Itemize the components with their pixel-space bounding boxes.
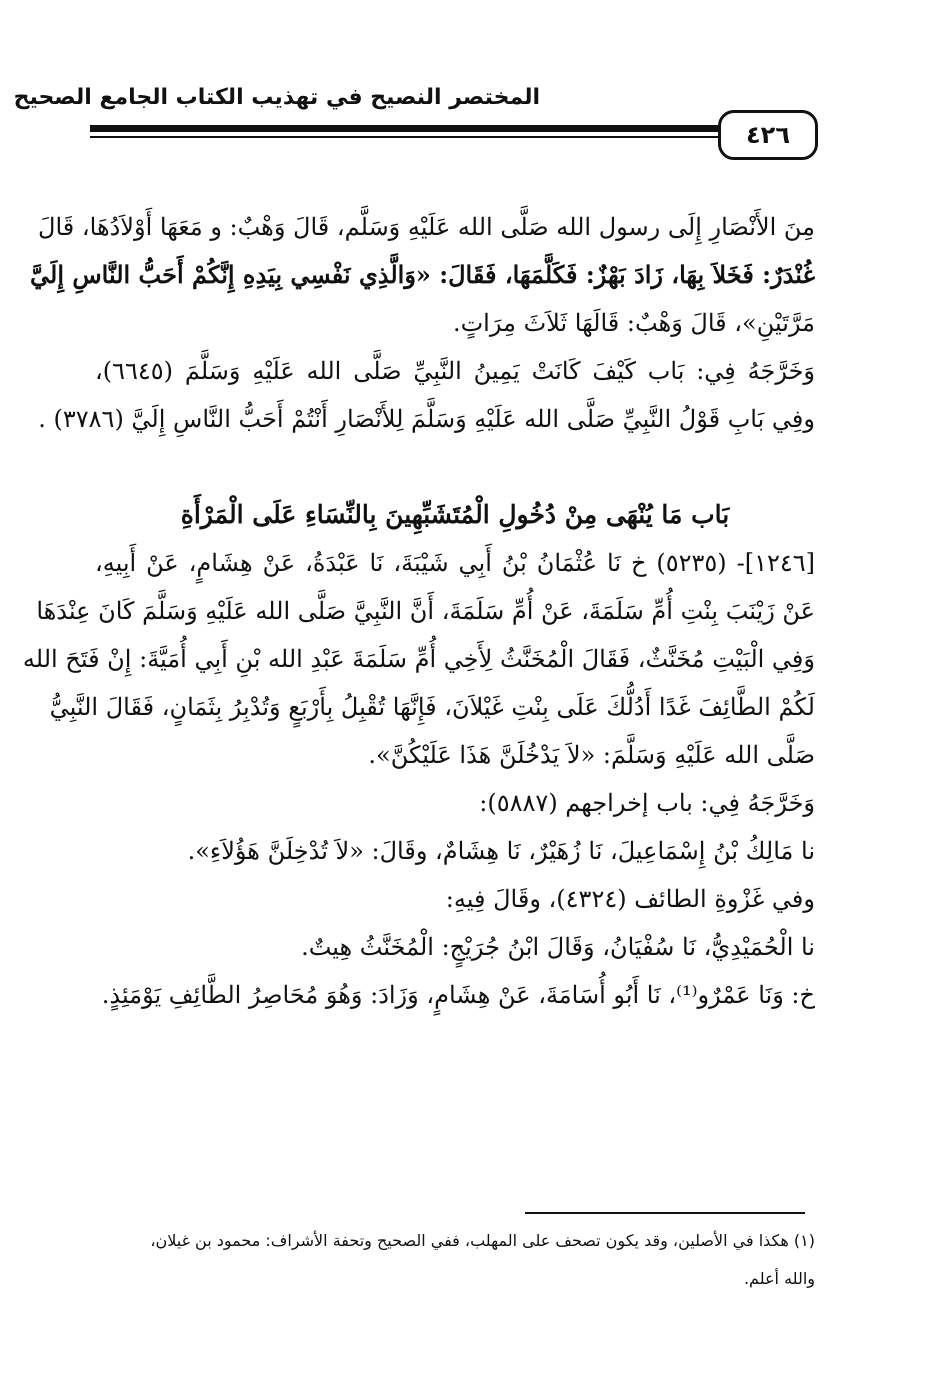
section — [22, 491, 815, 1019]
footnote-line: والله أعلم. — [743, 1269, 815, 1288]
page-number: ٤٢٦ — [718, 110, 818, 160]
text-line: وَخَرَّجَهُ فِي: باب إخراجهم (٥٨٨٧): — [479, 789, 815, 817]
text-line: مِنَ الأَنْصَارِ إِلَى رسول الله صَلَّى الله عَلَيْهِ وَسَلَّم، قَالَ وَهْبٌ: و مَعَهَا أَوْلاَدُهَا، قَالَ — [38, 213, 815, 241]
section-heading: بَاب مَا يُنْهَى مِنْ دُخُولِ الْمُتَشَبِّهِينَ بِالنِّسَاءِ عَلَى الْمَرْأَةِ — [180, 500, 730, 529]
text-line: صَلَّى الله عَلَيْهِ وَسَلَّمَ: «لاَ يَدْخُلَنَّ هَذَا عَلَيْكُنَّ». — [368, 741, 815, 769]
text-line: وَخَرَّجَهُ فِي: بَاب كَيْفَ كَانَتْ يَمِينُ النَّبِيِّ صَلَّى الله عَلَيْهِ وَسَلَّمَ (٦٦٤٥)، — [95, 357, 815, 385]
text-line: غُنْدَرٌ: فَخَلاَ بِهَا، زَادَ بَهْزٌ: فَكَلَّمَهَا، فَقَالَ: «وَالَّذِي نَفْسِي بِيَدِهِ إِنَّكُمْ أَحَبُّ النَّاسِ إِلَيَّ — [30, 260, 815, 289]
header-rule — [90, 125, 718, 132]
text-line: خ: وَنَا عَمْرٌو⁽¹⁾، نَا أَبُو أُسَامَةَ، عَنْ هِشَامٍ، وَزَادَ: وَهُوَ مُحَاصِرُ الطَّائِفِ يَوْمَئِذٍ. — [101, 981, 815, 1009]
text-line: وفي غَزْوةِ الطائف (٤٣٢٤)، وقَالَ فِيهِ: — [445, 885, 815, 913]
main-text — [30, 203, 815, 443]
running-title: المختصر النصيح في تهذيب الكتاب الجامع الصحيح — [13, 85, 540, 110]
text-line: نا الْحُمَيْدِيُّ، نَا سُفْيَانُ، وَقَالَ ابْنُ جُرَيْجٍ: الْمُخَنَّثُ هِيتٌ. — [301, 933, 815, 961]
footnote-divider — [525, 1212, 805, 1214]
text-line: نا مَالِكُ بْنُ إِسْمَاعِيلَ، نَا زُهَيْرٌ، نَا هِشَامٌ، وقَالَ: «لاَ تُدْخِلَنَّ هَؤُلاَءِ». — [187, 837, 815, 865]
text-line: عَنْ زَيْنَبَ بِنْتِ أُمِّ سَلَمَةَ، عَنْ أُمِّ سَلَمَةَ، أَنَّ النَّبِيَّ صَلَّى الله عَلَيْهِ وَسَلَّمَ كَانَ عِنْدَهَا — [36, 597, 815, 625]
text-line: [١٢٤٦]- (٥٢٣٥) خ نَا عُثْمَانُ بْنُ أَبِي شَيْبَةَ، نَا عَبْدَةُ، عَنْ هِشَامٍ، عَنْ أَبِيهِ، — [95, 549, 815, 577]
text-line: مَرَّتَيْنِ»، قَالَ وَهْبٌ: قَالَهَا ثَلاَثَ مِرَاتٍ. — [452, 309, 815, 337]
text-line: لَكُمْ الطَّائِفَ غَدًا أَدُلُّكَ عَلَى بِنْتِ غَيْلاَنَ، فَإِنَّهَا تُقْبِلُ بِأَرْبَعٍ وَتُدْبِرُ بِثَمَانٍ، فَقَالَ النَّبِيُّ — [49, 693, 815, 721]
text-line: وَفِي الْبَيْتِ مُخَنَّثٌ، فَقَالَ الْمُخَنَّثُ لِأَخِي أُمِّ سَلَمَةَ عَبْدِ الله بْنِ أَبِي أُمَيَّةَ: إِنْ فَتَحَ الله — [22, 645, 815, 673]
text-line: وفِي بَابِ قَوْلُ النَّبِيِّ صَلَّى الله عَلَيْهِ وَسَلَّمَ لِلأَنْصَارِ أَنْتُمْ أَحَبُّ النَّاسِ إِلَيَّ (٣٧٨٦) . — [38, 405, 815, 433]
header-rule-thin — [90, 136, 718, 138]
footnote-line: (١) هكذا في الأصلين، وقد يكون تصحف على المهلب، ففي الصحيح وتحفة الأشراف: محمود بن غيلان، — [150, 1231, 815, 1250]
